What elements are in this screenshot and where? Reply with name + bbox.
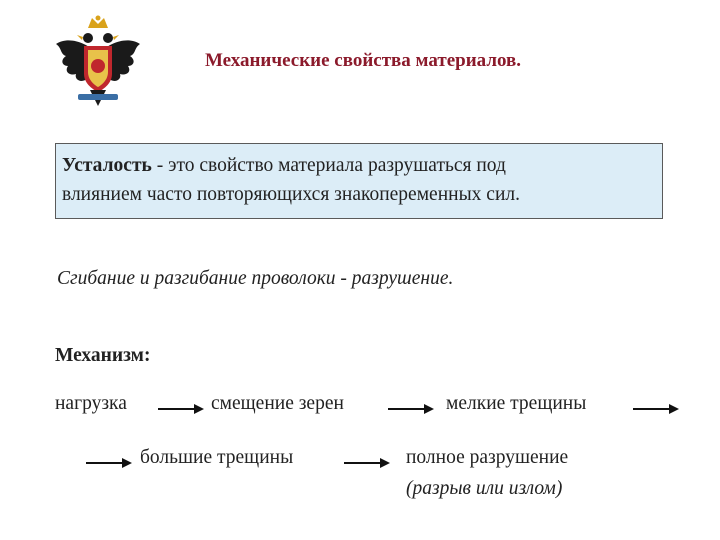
mechanism-heading: Механизм: [55, 345, 151, 366]
right-arrow-icon [388, 402, 434, 416]
step-large-cracks: большие трещины [140, 447, 294, 468]
step-grain-shift: смещение зерен [211, 393, 344, 414]
page-title: Механические свойства материалов. [205, 50, 522, 71]
example-text: Сгибание и разгибание проволоки - разрушение. [57, 268, 454, 289]
right-arrow-icon [86, 456, 132, 470]
right-arrow-icon [344, 456, 390, 470]
step-small-cracks: мелкие трещины [446, 393, 587, 414]
double-headed-eagle-emblem-icon [50, 14, 146, 110]
definition-box [55, 143, 663, 219]
definition-text-2: влиянием часто повторяющихся знакопеременных сил. [62, 184, 520, 205]
right-arrow-icon [158, 402, 204, 416]
step-full-failure: полное разрушение [406, 447, 569, 468]
definition-text-1: - это свойство материала разрушаться под [151, 155, 506, 176]
right-arrow-icon [633, 402, 679, 416]
definition-line-1 [62, 151, 656, 180]
definition-term: Усталость [62, 155, 152, 176]
step-full-failure-note: (разрыв или излом) [406, 478, 563, 499]
step-load: нагрузка [55, 393, 127, 414]
